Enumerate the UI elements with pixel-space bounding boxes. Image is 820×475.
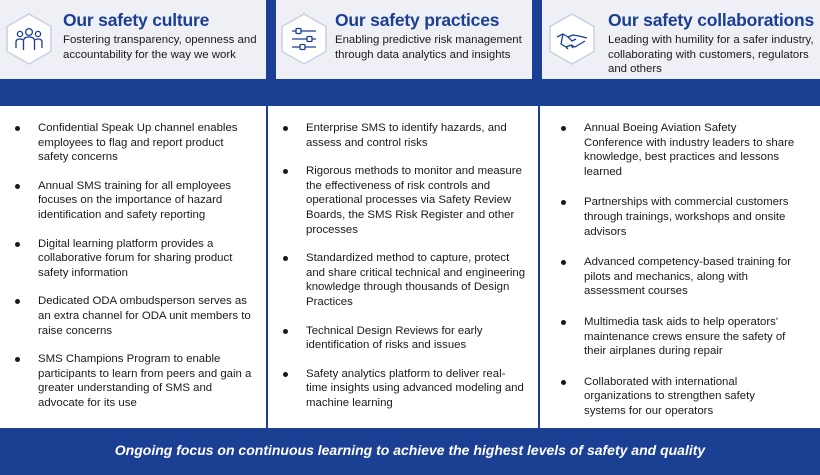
sliders-icon	[281, 13, 327, 65]
list-item: Annual Boeing Aviation Safety Conference with industry leaders to share knowledge, best practices and lessons learned	[556, 121, 796, 179]
culture-list	[10, 121, 254, 411]
list-item: SMS Champions Program to enable participants to learn from peers and gain a greater understanding of SMS and advocate for its use	[10, 352, 254, 410]
list-item: Advanced competency-based training for pilots and mechanics, along with assessment courses	[556, 255, 796, 299]
culture-subtitle: Fostering transparency, openness and accountability for the way we work	[63, 34, 257, 61]
collaborations-panel	[540, 106, 820, 428]
collaborations-subtitle: Leading with humility for a safer industry, collaborating with customers, regulators and others	[608, 34, 814, 76]
list-item: Enterprise SMS to identify hazards, and assess and control risks	[278, 121, 526, 150]
collaborations-title: Our safety collaborations	[608, 10, 815, 30]
list-item: Dedicated ODA ombudsperson serves as an extra channel for ODA unit members to raise concerns	[10, 294, 254, 338]
practices-panel	[268, 106, 538, 428]
list-item: Collaborated with international organizations to strengthen safety systems for our operators	[556, 375, 796, 419]
list-item: Digital learning platform provides a collaborative forum for sharing product safety information	[10, 237, 254, 281]
list-item: Partnerships with commercial customers through trainings, workshops and onsite advisors	[556, 195, 796, 239]
collaborations-header-card	[542, 0, 820, 79]
collaborations-list	[556, 121, 796, 419]
list-item: Annual SMS training for all employees focuses on the importance of hazard identification and safety reporting	[10, 179, 254, 223]
culture-title: Our safety culture	[63, 10, 210, 30]
footer-banner-text: Ongoing focus on continuous learning to achieve the highest levels of safety and quality	[114, 442, 706, 458]
list-item: Confidential Speak Up channel enables employees to flag and report product safety concerns	[10, 121, 254, 165]
practices-list	[278, 121, 526, 411]
culture-header-card	[0, 0, 266, 79]
people-group-icon	[6, 13, 52, 65]
practices-title: Our safety practices	[335, 10, 500, 30]
list-item: Standardized method to capture, protect and share critical technical and engineering knowledge through thousands of Design Practices	[278, 251, 526, 309]
practices-subtitle: Enabling predictive risk management through data analytics and insights	[335, 34, 522, 61]
practices-header-card	[276, 0, 532, 79]
list-item: Technical Design Reviews for early identification of risks and issues	[278, 324, 526, 353]
culture-panel	[0, 106, 266, 428]
handshake-icon	[549, 13, 595, 65]
list-item: Safety analytics platform to deliver real-time insights using advanced modeling and machine learning	[278, 367, 526, 411]
list-item: Multimedia task aids to help operators' maintenance crews ensure the safety of their airplanes during repair	[556, 315, 796, 359]
list-item: Rigorous methods to monitor and measure the effectiveness of risk controls and operational processes via Safety Review Boards, the SMS Risk Register and other processes	[278, 164, 526, 237]
